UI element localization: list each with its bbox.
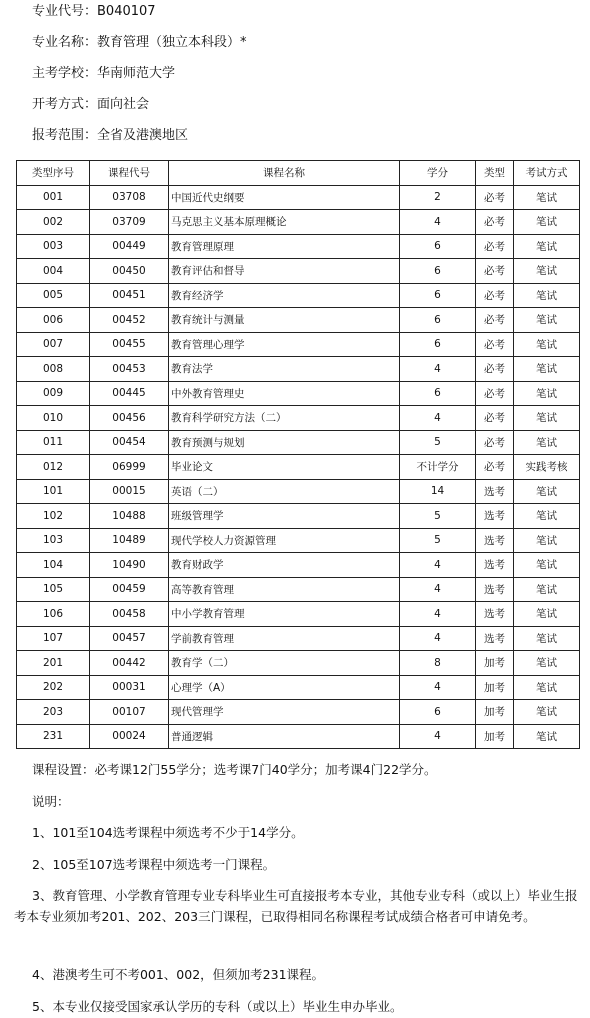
cell-course-code: 00453: [90, 357, 169, 382]
cell-course-name: 高等教育管理: [169, 577, 400, 602]
cell-exam-method: 笔试: [514, 308, 580, 333]
cell-category: 必考: [476, 283, 514, 308]
cell-category: 加考: [476, 724, 514, 749]
cell-exam-method: 笔试: [514, 430, 580, 455]
cell-course-code: 00449: [90, 234, 169, 259]
school-line: [32, 66, 175, 82]
cell-credits: 2: [400, 185, 476, 210]
cell-type-no: 007: [17, 332, 90, 357]
table-row: [17, 357, 580, 382]
cell-type-no: 102: [17, 504, 90, 529]
table-row: [17, 283, 580, 308]
table-row: [17, 259, 580, 284]
note-item-2: 2、105至107选考课程中须选考一门课程。: [32, 857, 276, 872]
table-row: [17, 528, 580, 553]
cell-category: 必考: [476, 259, 514, 284]
cell-category: 选考: [476, 528, 514, 553]
table-row: [17, 651, 580, 676]
cell-type-no: 201: [17, 651, 90, 676]
cell-category: 选考: [476, 626, 514, 651]
cell-course-code: 03708: [90, 185, 169, 210]
cell-type-no: 006: [17, 308, 90, 333]
cell-type-no: 001: [17, 185, 90, 210]
cell-category: 加考: [476, 651, 514, 676]
cell-course-name: 中外教育管理史: [169, 381, 400, 406]
table-row: [17, 430, 580, 455]
table-row: [17, 602, 580, 627]
cell-type-no: 004: [17, 259, 90, 284]
major-name-value: 教育管理（独立本科段）*: [97, 35, 247, 50]
column-header-category: 类型: [476, 161, 514, 186]
cell-exam-method: 笔试: [514, 381, 580, 406]
cell-type-no: 011: [17, 430, 90, 455]
cell-course-code: 00457: [90, 626, 169, 651]
column-header-exam-method: 考试方式: [514, 161, 580, 186]
note-item-5: 5、本专业仅接受国家承认学历的专科（或以上）毕业生申办毕业。: [32, 999, 403, 1014]
cell-type-no: 009: [17, 381, 90, 406]
table-row: [17, 455, 580, 480]
cell-course-code: 00458: [90, 602, 169, 627]
table-row: [17, 381, 580, 406]
cell-course-name: 教育学（二）: [169, 651, 400, 676]
cell-credits: 6: [400, 381, 476, 406]
cell-course-name: 中小学教育管理: [169, 602, 400, 627]
note-item-4: 4、港澳考生可不考001、002，但须加考231课程。: [32, 967, 325, 982]
cell-exam-method: 笔试: [514, 234, 580, 259]
table-row: [17, 577, 580, 602]
cell-credits: 6: [400, 259, 476, 284]
cell-category: 必考: [476, 357, 514, 382]
cell-type-no: 101: [17, 479, 90, 504]
cell-exam-method: 笔试: [514, 210, 580, 235]
course-summary: 课程设置：必考课12门55学分；选考课7门40学分；加考课4门22学分。: [32, 762, 437, 777]
cell-type-no: 008: [17, 357, 90, 382]
cell-credits: 4: [400, 553, 476, 578]
course-rows: [17, 185, 580, 749]
cell-type-no: 203: [17, 700, 90, 725]
cell-category: 选考: [476, 577, 514, 602]
cell-course-code: 00455: [90, 332, 169, 357]
cell-course-name: 普通逻辑: [169, 724, 400, 749]
cell-course-name: 心理学（A）: [169, 675, 400, 700]
cell-exam-method: 笔试: [514, 332, 580, 357]
scope-line: [32, 128, 188, 144]
cell-course-code: 00454: [90, 430, 169, 455]
cell-type-no: 106: [17, 602, 90, 627]
cell-category: 必考: [476, 455, 514, 480]
table-row: [17, 308, 580, 333]
cell-course-name: 教育财政学: [169, 553, 400, 578]
cell-course-name: 教育经济学: [169, 283, 400, 308]
cell-type-no: 005: [17, 283, 90, 308]
school-label: 主考学校：: [32, 66, 98, 81]
cell-course-name: 教育科学研究方法（二）: [169, 406, 400, 431]
cell-category: 必考: [476, 381, 514, 406]
cell-category: 必考: [476, 185, 514, 210]
table-row: [17, 553, 580, 578]
notes-heading: 说明：: [32, 794, 70, 809]
cell-type-no: 003: [17, 234, 90, 259]
cell-credits: 5: [400, 504, 476, 529]
exam-mode-value: 面向社会: [97, 97, 150, 112]
cell-exam-method: 笔试: [514, 651, 580, 676]
cell-credits: 6: [400, 308, 476, 333]
exam-mode-label: 开考方式：: [32, 97, 98, 112]
cell-course-code: 00451: [90, 283, 169, 308]
cell-credits: 4: [400, 357, 476, 382]
cell-course-code: 00107: [90, 700, 169, 725]
cell-credits: 4: [400, 406, 476, 431]
cell-type-no: 104: [17, 553, 90, 578]
cell-course-name: 毕业论文: [169, 455, 400, 480]
cell-type-no: 002: [17, 210, 90, 235]
table-row: [17, 234, 580, 259]
cell-course-code: 10490: [90, 553, 169, 578]
cell-course-code: 06999: [90, 455, 169, 480]
exam-mode-line: [32, 97, 149, 113]
cell-type-no: 107: [17, 626, 90, 651]
cell-exam-method: 笔试: [514, 406, 580, 431]
cell-credits: 5: [400, 430, 476, 455]
cell-course-code: 00452: [90, 308, 169, 333]
scope-value: 全省及港澳地区: [97, 128, 189, 143]
column-header-course-code: 课程代号: [90, 161, 169, 186]
cell-category: 加考: [476, 700, 514, 725]
cell-exam-method: 笔试: [514, 185, 580, 210]
cell-course-code: 00459: [90, 577, 169, 602]
table-row: [17, 210, 580, 235]
cell-credits: 6: [400, 234, 476, 259]
cell-course-name: 班级管理学: [169, 504, 400, 529]
cell-credits: 8: [400, 651, 476, 676]
cell-exam-method: 笔试: [514, 479, 580, 504]
table-row: [17, 675, 580, 700]
cell-course-name: 现代管理学: [169, 700, 400, 725]
cell-exam-method: 笔试: [514, 283, 580, 308]
table-row: [17, 332, 580, 357]
cell-category: 加考: [476, 675, 514, 700]
cell-type-no: 231: [17, 724, 90, 749]
major-code-label: 专业代号：: [32, 4, 98, 19]
cell-type-no: 010: [17, 406, 90, 431]
cell-course-name: 英语（二）: [169, 479, 400, 504]
scope-label: 报考范围：: [32, 128, 98, 143]
cell-category: 必考: [476, 234, 514, 259]
cell-course-code: 00450: [90, 259, 169, 284]
cell-credits: 4: [400, 675, 476, 700]
cell-credits: 14: [400, 479, 476, 504]
table-row: [17, 626, 580, 651]
cell-category: 必考: [476, 406, 514, 431]
cell-course-code: 00024: [90, 724, 169, 749]
cell-credits: 4: [400, 577, 476, 602]
cell-category: 必考: [476, 332, 514, 357]
school-value: 华南师范大学: [97, 66, 176, 81]
cell-course-name: 学前教育管理: [169, 626, 400, 651]
cell-course-name: 中国近代史纲要: [169, 185, 400, 210]
major-name-line: [32, 35, 247, 51]
cell-course-code: 10488: [90, 504, 169, 529]
cell-exam-method: 笔试: [514, 724, 580, 749]
cell-exam-method: 笔试: [514, 602, 580, 627]
cell-category: 必考: [476, 308, 514, 333]
cell-type-no: 103: [17, 528, 90, 553]
cell-course-code: 00442: [90, 651, 169, 676]
column-header-type-no: 类型序号: [17, 161, 90, 186]
table-row: [17, 700, 580, 725]
cell-category: 选考: [476, 602, 514, 627]
cell-exam-method: 笔试: [514, 259, 580, 284]
cell-exam-method: 笔试: [514, 577, 580, 602]
major-code-value: B040107: [97, 4, 156, 19]
course-table: [16, 160, 580, 749]
cell-type-no: 012: [17, 455, 90, 480]
cell-exam-method: 笔试: [514, 553, 580, 578]
table-row: [17, 406, 580, 431]
cell-exam-method: 笔试: [514, 675, 580, 700]
major-code-line: [32, 4, 156, 20]
table-row: [17, 479, 580, 504]
cell-category: 选考: [476, 479, 514, 504]
cell-course-code: 00031: [90, 675, 169, 700]
cell-course-name: 教育预测与规划: [169, 430, 400, 455]
table-row: [17, 185, 580, 210]
cell-category: 选考: [476, 504, 514, 529]
major-name-label: 专业名称：: [32, 35, 98, 50]
cell-course-code: 03709: [90, 210, 169, 235]
cell-course-code: 00445: [90, 381, 169, 406]
cell-exam-method: 笔试: [514, 528, 580, 553]
cell-credits: 6: [400, 700, 476, 725]
cell-credits: 4: [400, 602, 476, 627]
cell-credits: 不计学分: [400, 455, 476, 480]
cell-course-name: 教育统计与测量: [169, 308, 400, 333]
cell-course-code: 00015: [90, 479, 169, 504]
cell-credits: 4: [400, 210, 476, 235]
cell-type-no: 202: [17, 675, 90, 700]
cell-credits: 4: [400, 626, 476, 651]
cell-course-name: 马克思主义基本原理概论: [169, 210, 400, 235]
note-item-3: 3、教育管理、小学教育管理专业专科毕业生可直接报考本专业，其他专业专科（或以上）毕业生报考本专业须加考201、202、203三门课程，已取得相同名称课程考试成绩合格者可申请免考。: [14, 888, 578, 924]
cell-exam-method: 笔试: [514, 357, 580, 382]
cell-exam-method: 实践考核: [514, 455, 580, 480]
table-header-row: [17, 161, 580, 186]
cell-category: 选考: [476, 553, 514, 578]
column-header-course-name: 课程名称: [169, 161, 400, 186]
cell-type-no: 105: [17, 577, 90, 602]
column-header-credits: 学分: [400, 161, 476, 186]
cell-course-name: 教育管理心理学: [169, 332, 400, 357]
cell-credits: 6: [400, 332, 476, 357]
table-row: [17, 504, 580, 529]
cell-credits: 4: [400, 724, 476, 749]
cell-credits: 6: [400, 283, 476, 308]
cell-course-name: 教育管理原理: [169, 234, 400, 259]
cell-exam-method: 笔试: [514, 700, 580, 725]
table-row: [17, 724, 580, 749]
cell-course-code: 00456: [90, 406, 169, 431]
cell-course-name: 现代学校人力资源管理: [169, 528, 400, 553]
cell-course-name: 教育评估和督导: [169, 259, 400, 284]
note-item-1: 1、101至104选考课程中须选考不少于14学分。: [32, 825, 304, 840]
cell-category: 必考: [476, 430, 514, 455]
cell-credits: 5: [400, 528, 476, 553]
cell-exam-method: 笔试: [514, 626, 580, 651]
cell-course-name: 教育法学: [169, 357, 400, 382]
cell-exam-method: 笔试: [514, 504, 580, 529]
cell-course-code: 10489: [90, 528, 169, 553]
cell-category: 必考: [476, 210, 514, 235]
